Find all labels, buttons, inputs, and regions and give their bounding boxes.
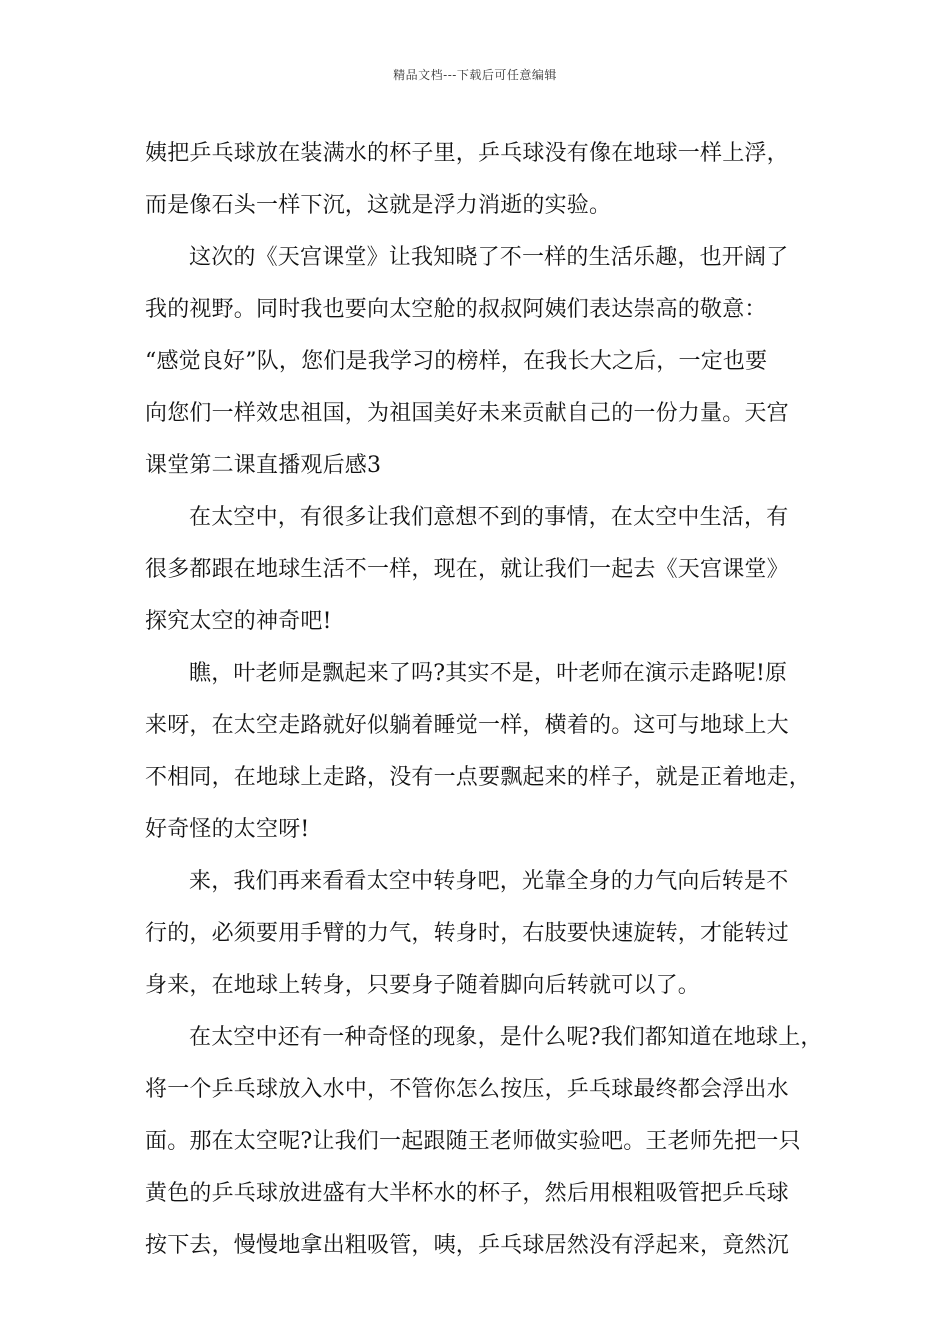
text-line: 行的，必须要用手臂的力气，转身时，右肢要快速旋转，才能转过	[145, 921, 789, 946]
text-line: 向您们一样效忠祖国，为祖国美好未来贡献自己的一份力量。天宫	[145, 401, 789, 426]
text-line: 身来，在地球上转身，只要身子随着脚向后转就可以了。	[145, 973, 701, 998]
text-line: 按下去，慢慢地拿出粗吸管，咦，乒乓球居然没有浮起来，竟然沉	[145, 1233, 789, 1258]
text-line: 我的视野。同时我也要向太空舱的叔叔阿姨们表达崇高的敬意：	[145, 297, 767, 322]
paragraph-first-line: 这次的《天宫课堂》让我知晓了不一样的生活乐趣，也开阔了	[189, 245, 789, 270]
document-body	[145, 128, 823, 1272]
text-line: 探究太空的神奇吧!	[145, 609, 332, 634]
text-line: 来呀，在太空走路就好似躺着睡觉一样，横着的。这可与地球上大	[145, 713, 789, 738]
page-header: 精品文档---下载后可任意编辑	[393, 68, 557, 82]
text-line: 而是像石头一样下沉，这就是浮力消逝的实验。	[145, 193, 612, 218]
text-line: 好奇怪的太空呀!	[145, 817, 310, 842]
text-line: 将一个乒乓球放入水中，不管你怎么按压，乒乓球最终都会浮出水	[145, 1077, 789, 1102]
text-line: 面。那在太空呢?让我们一起跟随王老师做实验吧。王老师先把一只	[145, 1129, 801, 1154]
text-line: 课堂第二课直播观后感3	[145, 453, 382, 478]
text-line: “感觉良好”队，您们是我学习的榜样，在我长大之后，一定也要	[145, 349, 768, 374]
paragraph-first-line: 瞧，叶老师是飘起来了吗?其实不是，叶老师在演示走路呢!原	[189, 661, 788, 686]
text-line: 很多都跟在地球生活不一样，现在，就让我们一起去《天宫课堂》	[145, 557, 789, 582]
text-line: 黄色的乒乓球放进盛有大半杯水的杯子，然后用根粗吸管把乒乓球	[145, 1181, 789, 1206]
text-line: 姨把乒乓球放在装满水的杯子里，乒乓球没有像在地球一样上浮，	[145, 141, 789, 166]
paragraph-first-line: 来，我们再来看看太空中转身吧，光靠全身的力气向后转是不	[189, 869, 789, 894]
text-line: 不相同，在地球上走路，没有一点要飘起来的样子，就是正着地走，	[145, 765, 812, 790]
paragraph-first-line: 在太空中还有一种奇怪的现象，是什么呢?我们都知道在地球上，	[189, 1025, 823, 1050]
paragraph-first-line: 在太空中，有很多让我们意想不到的事情，在太空中生活，有	[189, 505, 789, 530]
